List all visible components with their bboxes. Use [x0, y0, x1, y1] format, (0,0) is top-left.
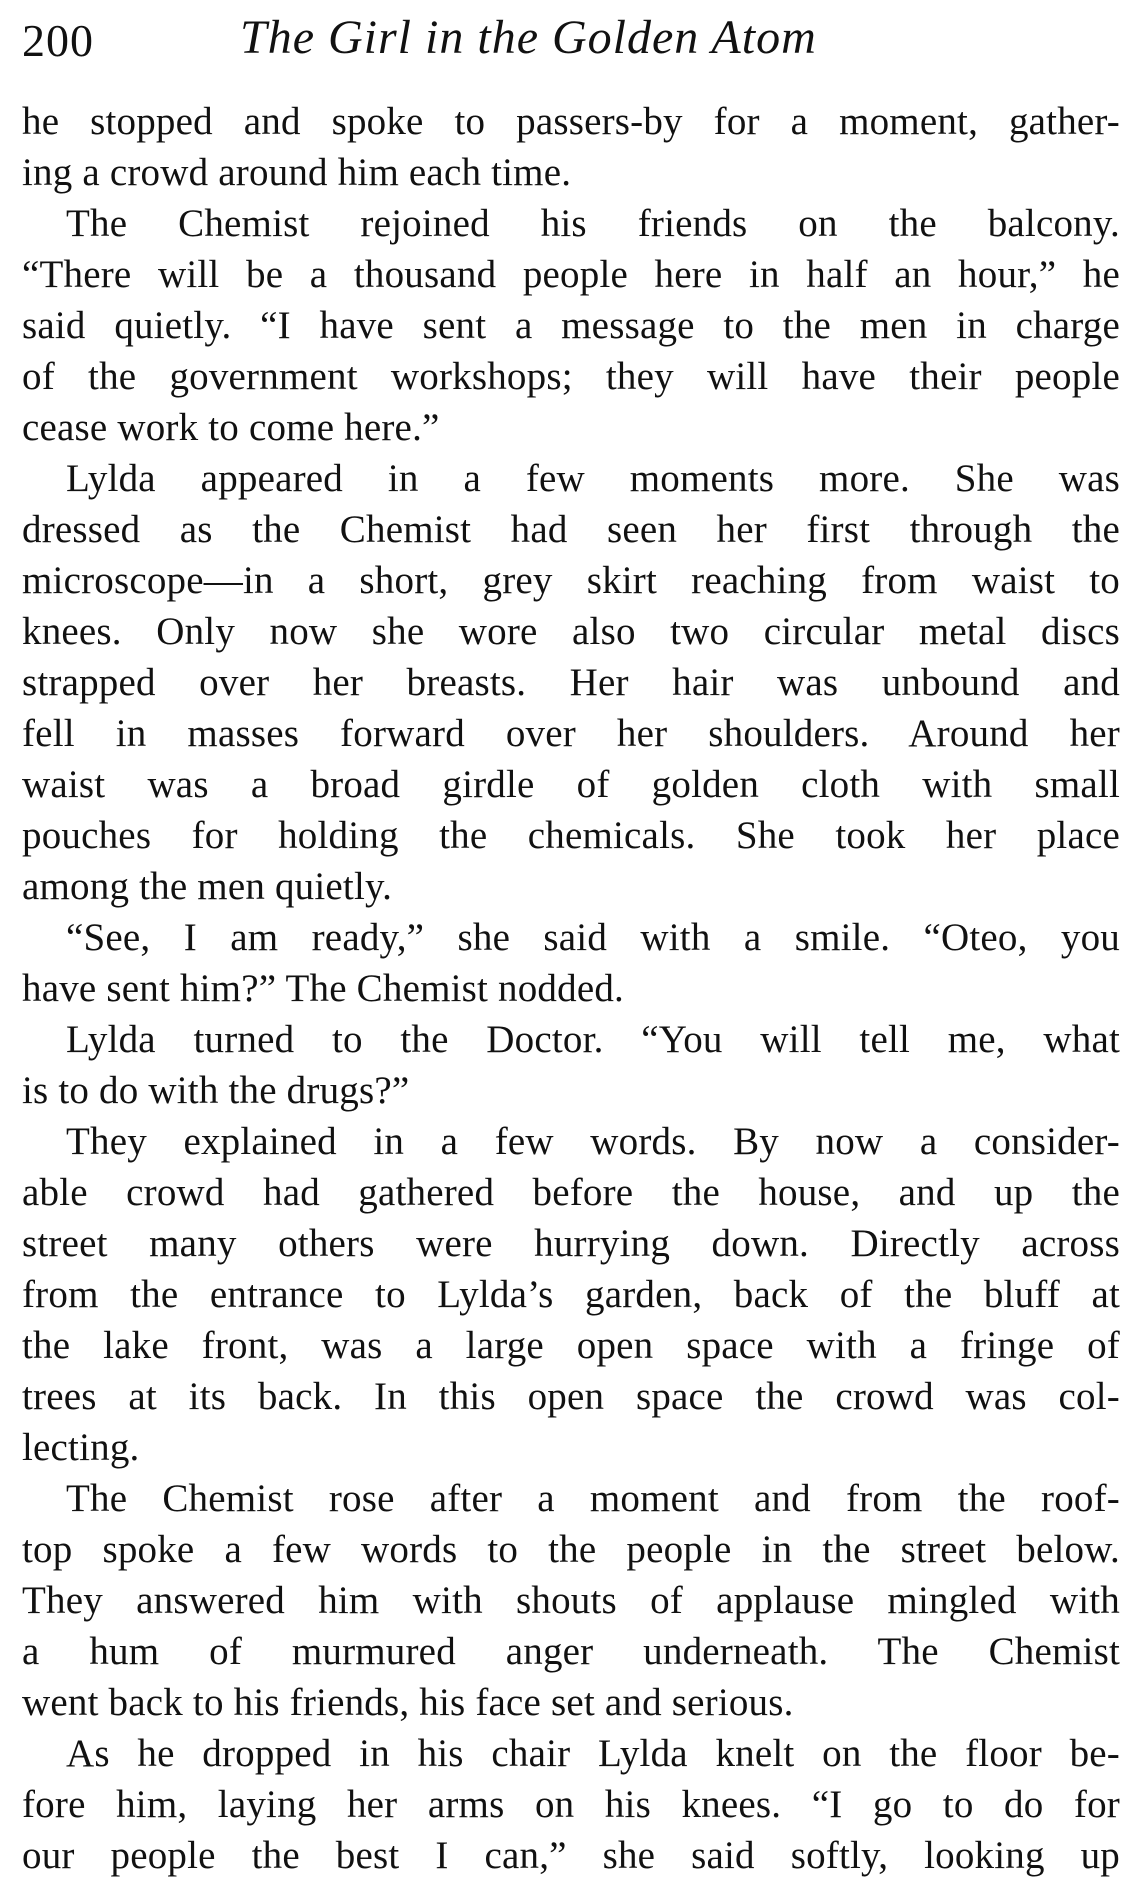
text-line: our people the best I can,” she said softly, looking up	[22, 1834, 1120, 1877]
text-line: said quietly. “I have sent a message to the men in charge	[22, 304, 1120, 347]
text-line: They answered him with shouts of applause mingled with	[22, 1579, 1120, 1622]
text-line: among the men quietly.	[22, 865, 393, 908]
text-line: As he dropped in his chair Lylda knelt on the floor be-	[66, 1732, 1120, 1775]
text-line: “See, I am ready,” she said with a smile. “Oteo, you	[66, 916, 1120, 959]
text-line: strapped over her breasts. Her hair was unbound and	[22, 661, 1120, 704]
text-line: from the entrance to Lylda’s garden, back of the bluff at	[22, 1273, 1120, 1316]
text-line: street many others were hurrying down. Directly across	[22, 1222, 1120, 1265]
text-line: went back to his friends, his face set and serious.	[22, 1681, 794, 1724]
text-line: of the government workshops; they will have their people	[22, 355, 1120, 398]
text-line: the lake front, was a large open space with a fringe of	[22, 1324, 1120, 1367]
text-line: fell in masses forward over her shoulders. Around her	[22, 712, 1120, 755]
text-line: waist was a broad girdle of golden cloth with small	[22, 763, 1120, 806]
text-line: top spoke a few words to the people in the street below.	[22, 1528, 1120, 1571]
text-line: Lylda turned to the Doctor. “You will tell me, what	[66, 1018, 1120, 1061]
text-line: dressed as the Chemist had seen her first through the	[22, 508, 1120, 551]
text-line: microscope—in a short, grey skirt reaching from waist to	[22, 559, 1120, 602]
text-line: is to do with the drugs?”	[22, 1069, 410, 1112]
text-line: The Chemist rejoined his friends on the balcony.	[66, 202, 1120, 245]
text-line: knees. Only now she wore also two circular metal discs	[22, 610, 1120, 653]
text-line: Lylda appeared in a few moments more. She was	[66, 457, 1120, 500]
text-line: fore him, laying her arms on his knees. “I go to do for	[22, 1783, 1120, 1826]
text-line: have sent him?” The Chemist nodded.	[22, 967, 624, 1010]
text-line: able crowd had gathered before the house, and up the	[22, 1171, 1120, 1214]
body-text	[22, 96, 1120, 1881]
page-number: 200	[22, 15, 94, 66]
text-line: a hum of murmured anger underneath. The Chemist	[22, 1630, 1120, 1673]
text-line: lecting.	[22, 1426, 140, 1469]
text-line: ing a crowd around him each time.	[22, 151, 572, 194]
text-line: “There will be a thousand people here in half an hour,” he	[22, 253, 1120, 296]
text-line: The Chemist rose after a moment and from the roof-	[66, 1477, 1120, 1520]
text-line: cease work to come here.”	[22, 406, 440, 449]
text-line: pouches for holding the chemicals. She took her place	[22, 814, 1120, 857]
page-header	[22, 10, 1122, 90]
text-line: he stopped and spoke to passers-by for a moment, gather-	[22, 100, 1120, 143]
text-line: trees at its back. In this open space the crowd was col-	[22, 1375, 1120, 1418]
running-title: The Girl in the Golden Atom	[240, 11, 817, 64]
text-line: They explained in a few words. By now a consider-	[66, 1120, 1120, 1163]
